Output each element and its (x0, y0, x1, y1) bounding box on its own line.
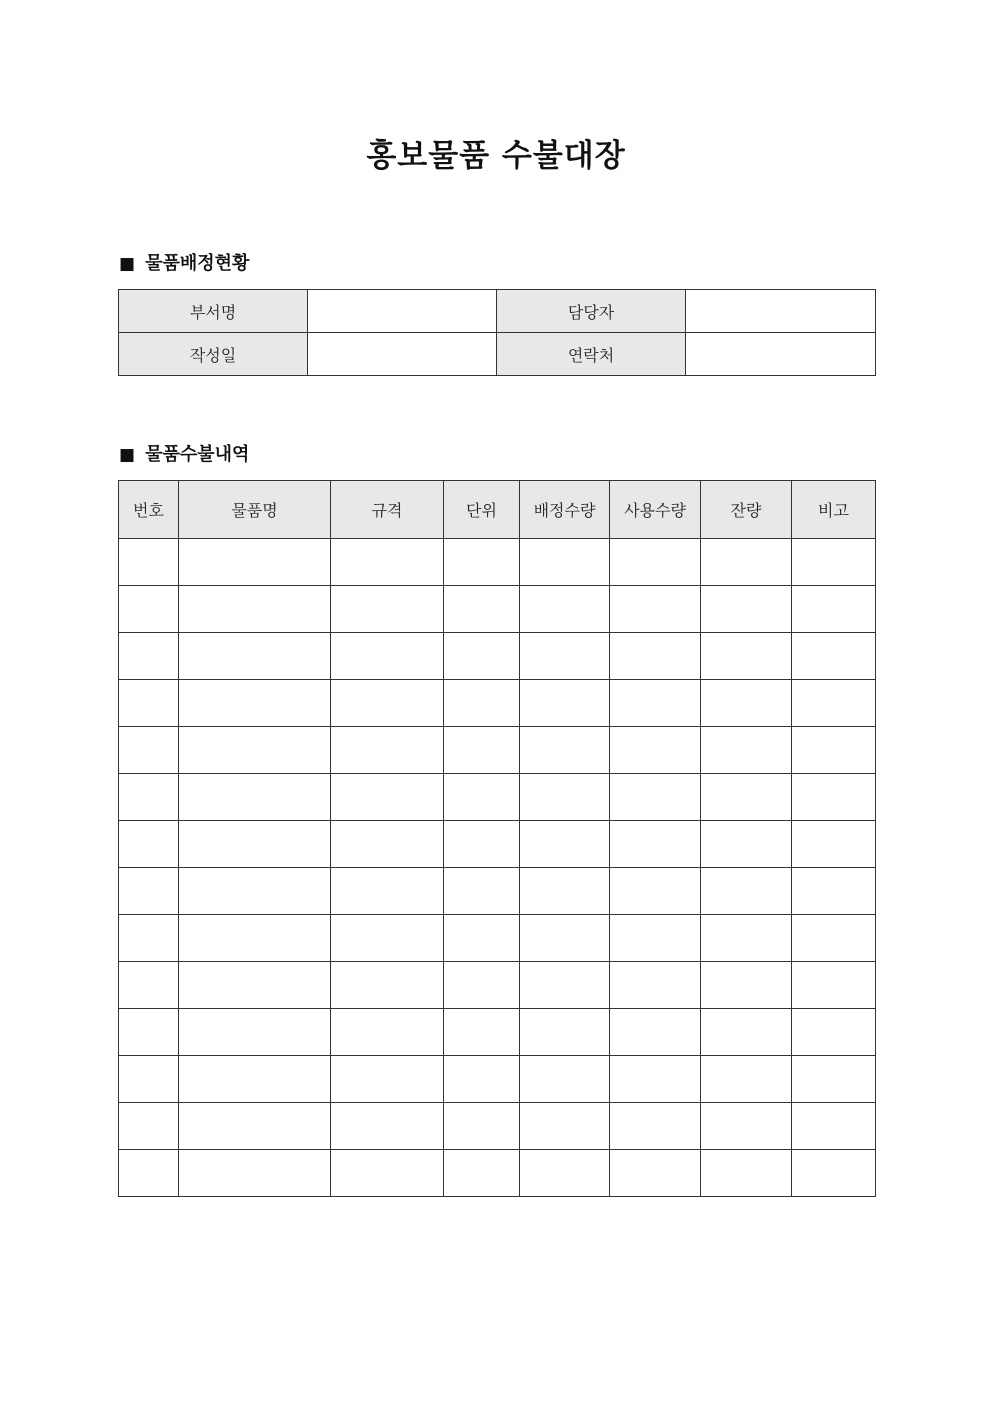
cell-item-name[interactable] (179, 915, 331, 962)
cell-spec[interactable] (331, 1056, 444, 1103)
cell-item-name[interactable] (179, 962, 331, 1009)
cell-remaining[interactable] (701, 633, 792, 680)
allocation-section-title: 물품배정현황 (145, 253, 250, 274)
column-header-used-qty: 사용수량 (610, 481, 701, 539)
cell-remaining[interactable] (701, 1103, 792, 1150)
square-bullet-icon: ■ (119, 254, 136, 274)
manager-label: 담당자 (497, 290, 686, 333)
cell-allocated-qty[interactable] (520, 1150, 610, 1197)
department-label: 부서명 (119, 290, 308, 333)
cell-spec[interactable] (331, 633, 444, 680)
cell-remarks[interactable] (792, 633, 876, 680)
cell-used-qty[interactable] (610, 1009, 701, 1056)
cell-item-name[interactable] (179, 868, 331, 915)
cell-remaining[interactable] (701, 774, 792, 821)
cell-remaining[interactable] (701, 539, 792, 586)
cell-remaining[interactable] (701, 962, 792, 1009)
cell-used-qty[interactable] (610, 727, 701, 774)
ledger-section-heading (119, 443, 249, 467)
cell-item-name[interactable] (179, 539, 331, 586)
cell-item-name[interactable] (179, 727, 331, 774)
cell-remarks[interactable] (792, 539, 876, 586)
contact-value[interactable] (686, 333, 876, 376)
cell-spec[interactable] (331, 1150, 444, 1197)
table-row (119, 915, 876, 962)
cell-spec[interactable] (331, 1103, 444, 1150)
table-row (119, 333, 876, 376)
cell-item-name[interactable] (179, 1150, 331, 1197)
cell-unit[interactable] (444, 868, 520, 915)
cell-allocated-qty[interactable] (520, 633, 610, 680)
table-row (119, 680, 876, 727)
table-row (119, 1103, 876, 1150)
cell-remarks[interactable] (792, 774, 876, 821)
cell-remaining[interactable] (701, 586, 792, 633)
cell-allocated-qty[interactable] (520, 1103, 610, 1150)
cell-number[interactable] (119, 915, 179, 962)
cell-spec[interactable] (331, 586, 444, 633)
cell-unit[interactable] (444, 1103, 520, 1150)
cell-item-name[interactable] (179, 680, 331, 727)
table-row (119, 633, 876, 680)
cell-spec[interactable] (331, 868, 444, 915)
cell-remarks[interactable] (792, 962, 876, 1009)
cell-allocated-qty[interactable] (520, 727, 610, 774)
cell-used-qty[interactable] (610, 1150, 701, 1197)
cell-allocated-qty[interactable] (520, 1056, 610, 1103)
table-row (119, 774, 876, 821)
column-header-allocated-qty: 배정수량 (520, 481, 610, 539)
ledger-table (118, 480, 876, 1197)
cell-used-qty[interactable] (610, 915, 701, 962)
cell-spec[interactable] (331, 539, 444, 586)
cell-number[interactable] (119, 1009, 179, 1056)
cell-used-qty[interactable] (610, 868, 701, 915)
cell-used-qty[interactable] (610, 680, 701, 727)
department-value[interactable] (308, 290, 497, 333)
page-title: 홍보물품 수불대장 (366, 138, 626, 174)
cell-used-qty[interactable] (610, 962, 701, 1009)
cell-used-qty[interactable] (610, 633, 701, 680)
cell-number[interactable] (119, 1103, 179, 1150)
cell-number[interactable] (119, 821, 179, 868)
column-header-unit: 단위 (444, 481, 520, 539)
cell-allocated-qty[interactable] (520, 586, 610, 633)
cell-item-name[interactable] (179, 774, 331, 821)
cell-remaining[interactable] (701, 680, 792, 727)
cell-unit[interactable] (444, 774, 520, 821)
cell-item-name[interactable] (179, 821, 331, 868)
table-row (119, 539, 876, 586)
cell-unit[interactable] (444, 1009, 520, 1056)
cell-number[interactable] (119, 774, 179, 821)
manager-value[interactable] (686, 290, 876, 333)
cell-remarks[interactable] (792, 1056, 876, 1103)
cell-number[interactable] (119, 633, 179, 680)
cell-item-name[interactable] (179, 1009, 331, 1056)
cell-used-qty[interactable] (610, 774, 701, 821)
cell-unit[interactable] (444, 633, 520, 680)
cell-remaining[interactable] (701, 1056, 792, 1103)
cell-remarks[interactable] (792, 915, 876, 962)
cell-remarks[interactable] (792, 1150, 876, 1197)
cell-item-name[interactable] (179, 586, 331, 633)
column-header-remarks: 비고 (792, 481, 876, 539)
cell-remaining[interactable] (701, 821, 792, 868)
cell-remaining[interactable] (701, 915, 792, 962)
table-row (119, 1009, 876, 1056)
cell-item-name[interactable] (179, 1056, 331, 1103)
square-bullet-icon: ■ (119, 445, 136, 465)
table-row (119, 290, 876, 333)
cell-allocated-qty[interactable] (520, 539, 610, 586)
cell-remaining[interactable] (701, 868, 792, 915)
cell-number[interactable] (119, 727, 179, 774)
cell-number[interactable] (119, 586, 179, 633)
ledger-body (119, 539, 876, 1197)
cell-unit[interactable] (444, 586, 520, 633)
cell-spec[interactable] (331, 774, 444, 821)
cell-unit[interactable] (444, 1150, 520, 1197)
ledger-section-title: 물품수불내역 (145, 444, 250, 465)
cell-number[interactable] (119, 680, 179, 727)
column-header-number: 번호 (119, 481, 179, 539)
column-header-item-name: 물품명 (179, 481, 331, 539)
cell-spec[interactable] (331, 821, 444, 868)
ledger-header-row (119, 481, 876, 539)
cell-remarks[interactable] (792, 1009, 876, 1056)
cell-remarks[interactable] (792, 680, 876, 727)
cell-spec[interactable] (331, 680, 444, 727)
cell-remarks[interactable] (792, 1103, 876, 1150)
cell-number[interactable] (119, 539, 179, 586)
cell-item-name[interactable] (179, 633, 331, 680)
allocation-section-heading (119, 252, 249, 276)
cell-number[interactable] (119, 962, 179, 1009)
date-value[interactable] (308, 333, 497, 376)
date-label: 작성일 (119, 333, 308, 376)
cell-item-name[interactable] (179, 1103, 331, 1150)
cell-remaining[interactable] (701, 1009, 792, 1056)
table-row (119, 727, 876, 774)
cell-allocated-qty[interactable] (520, 774, 610, 821)
cell-spec[interactable] (331, 727, 444, 774)
contact-label: 연락처 (497, 333, 686, 376)
table-row (119, 1150, 876, 1197)
cell-used-qty[interactable] (610, 821, 701, 868)
cell-remarks[interactable] (792, 727, 876, 774)
table-row (119, 868, 876, 915)
table-row (119, 962, 876, 1009)
cell-used-qty[interactable] (610, 1103, 701, 1150)
cell-spec[interactable] (331, 962, 444, 1009)
cell-allocated-qty[interactable] (520, 868, 610, 915)
cell-remarks[interactable] (792, 868, 876, 915)
cell-unit[interactable] (444, 821, 520, 868)
cell-unit[interactable] (444, 915, 520, 962)
cell-number[interactable] (119, 1056, 179, 1103)
cell-remarks[interactable] (792, 586, 876, 633)
table-row (119, 821, 876, 868)
cell-allocated-qty[interactable] (520, 962, 610, 1009)
cell-unit[interactable] (444, 727, 520, 774)
cell-remaining[interactable] (701, 727, 792, 774)
cell-used-qty[interactable] (610, 539, 701, 586)
cell-number[interactable] (119, 1150, 179, 1197)
column-header-spec: 규격 (331, 481, 444, 539)
cell-allocated-qty[interactable] (520, 1009, 610, 1056)
cell-allocated-qty[interactable] (520, 680, 610, 727)
cell-unit[interactable] (444, 539, 520, 586)
table-row (119, 586, 876, 633)
cell-used-qty[interactable] (610, 586, 701, 633)
cell-unit[interactable] (444, 1056, 520, 1103)
cell-allocated-qty[interactable] (520, 821, 610, 868)
allocation-info-table (118, 289, 876, 376)
cell-number[interactable] (119, 868, 179, 915)
cell-used-qty[interactable] (610, 1056, 701, 1103)
table-row (119, 1056, 876, 1103)
cell-allocated-qty[interactable] (520, 915, 610, 962)
cell-remaining[interactable] (701, 1150, 792, 1197)
column-header-remaining: 잔량 (701, 481, 792, 539)
cell-remarks[interactable] (792, 821, 876, 868)
cell-unit[interactable] (444, 962, 520, 1009)
cell-unit[interactable] (444, 680, 520, 727)
cell-spec[interactable] (331, 1009, 444, 1056)
cell-spec[interactable] (331, 915, 444, 962)
